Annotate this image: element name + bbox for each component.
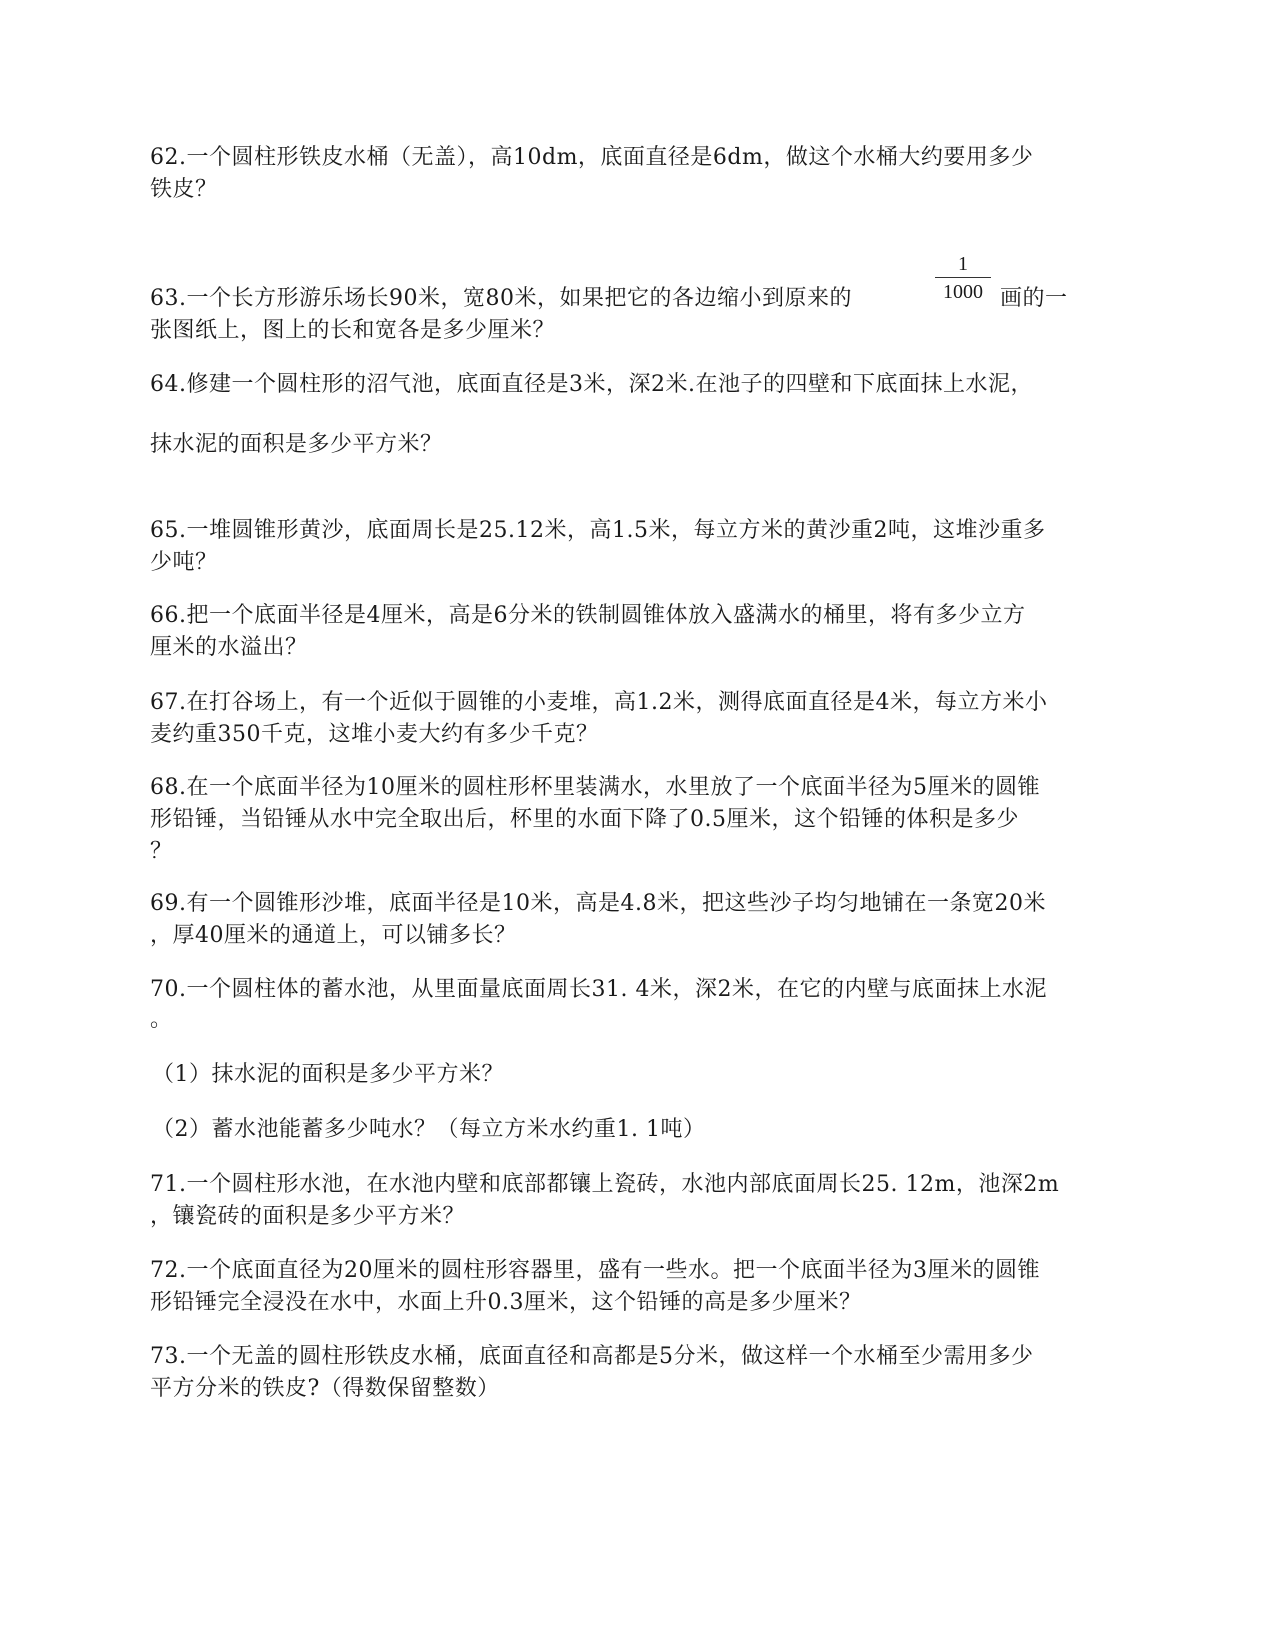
question-72-line-1: 72.一个底面直径为20厘米的圆柱形容器里，盛有一些水。把一个底面半径为3厘米的圆锥 — [150, 1258, 1040, 1283]
question-66-line-2: 厘米的水溢出？ — [150, 635, 308, 660]
question-68-line-3: ？ — [150, 839, 173, 864]
question-63-line-2: 张图纸上，图上的长和宽各是多少厘米？ — [150, 318, 556, 343]
question-63-line-1-before: 63.一个长方形游乐场长90米，宽80米，如果把它的各边缩小到原来的 — [150, 286, 852, 311]
question-71-line-1: 71.一个圆柱形水池，在水池内壁和底部都镶上瓷砖，水池内部底面周长25. 12m，池深2m — [150, 1172, 1060, 1197]
question-68-line-1: 68.在一个底面半径为10厘米的圆柱形杯里装满水，水里放了一个底面半径为5厘米的圆锥 — [150, 775, 1040, 800]
question-69-line-1: 69.有一个圆锥形沙堆，底面半径是10米，高是4.8米，把这些沙子均匀地铺在一条宽20米 — [150, 891, 1046, 916]
fraction-numerator: 1 — [958, 253, 968, 275]
question-68-line-2: 形铅锤，当铅锤从水中完全取出后，杯里的水面下降了0.5厘米，这个铅锤的体积是多少 — [150, 807, 1019, 832]
question-66-line-1: 66.把一个底面半径是4厘米，高是6分米的铁制圆锥体放入盛满水的桶里，将有多少立方 — [150, 603, 1026, 628]
question-70-sub-1: （1）抹水泥的面积是多少平方米？ — [152, 1062, 504, 1087]
fraction-bar — [935, 277, 991, 278]
question-73-line-2: 平方分米的铁皮?（得数保留整数） — [150, 1376, 500, 1401]
question-67-line-1: 67.在打谷场上，有一个近似于圆锥的小麦堆，高1.2米，测得底面直径是4米，每立方米小 — [150, 690, 1048, 715]
question-64-line-1: 64.修建一个圆柱形的沼气池，底面直径是3米，深2米.在池子的四壁和下底面抹上水泥， — [150, 372, 1033, 397]
question-67-line-2: 麦约重350千克，这堆小麦大约有多少千克？ — [150, 722, 599, 747]
question-71-line-2: ，镶瓷砖的面积是多少平方米？ — [150, 1204, 466, 1229]
question-65-line-2: 少吨？ — [150, 550, 218, 575]
question-72-line-2: 形铅锤完全浸没在水中，水面上升0.3厘米，这个铅锤的高是多少厘米？ — [150, 1290, 862, 1315]
question-69-line-2: ，厚40厘米的通道上，可以铺多长？ — [150, 923, 517, 948]
question-70-sub-2: （2）蓄水池能蓄多少吨水？（每立方米水约重1. 1吨） — [152, 1117, 706, 1142]
question-70-line-1: 70.一个圆柱体的蓄水池，从里面量底面周长31. 4米，深2米，在它的内壁与底面抹上水泥 — [150, 977, 1047, 1002]
question-63-line-1-after: 画的一 — [1000, 286, 1068, 311]
question-65-line-1: 65.一堆圆锥形黄沙，底面周长是25.12米，高1.5米，每立方米的黄沙重2吨，这堆沙重多 — [150, 518, 1046, 543]
question-64-line-2: 抹水泥的面积是多少平方米？ — [150, 432, 443, 457]
question-70-line-2: 。 — [150, 1007, 173, 1032]
question-62-line-2: 铁皮？ — [150, 177, 218, 202]
fraction-1-1000 — [935, 252, 991, 304]
fraction-denominator: 1000 — [943, 281, 983, 303]
question-62-line-1: 62.一个圆柱形铁皮水桶（无盖），高10dm，底面直径是6dm，做这个水桶大约要用多少 — [150, 145, 1034, 170]
question-73-line-1: 73.一个无盖的圆柱形铁皮水桶，底面直径和高都是5分米，做这样一个水桶至少需用多少 — [150, 1344, 1034, 1369]
